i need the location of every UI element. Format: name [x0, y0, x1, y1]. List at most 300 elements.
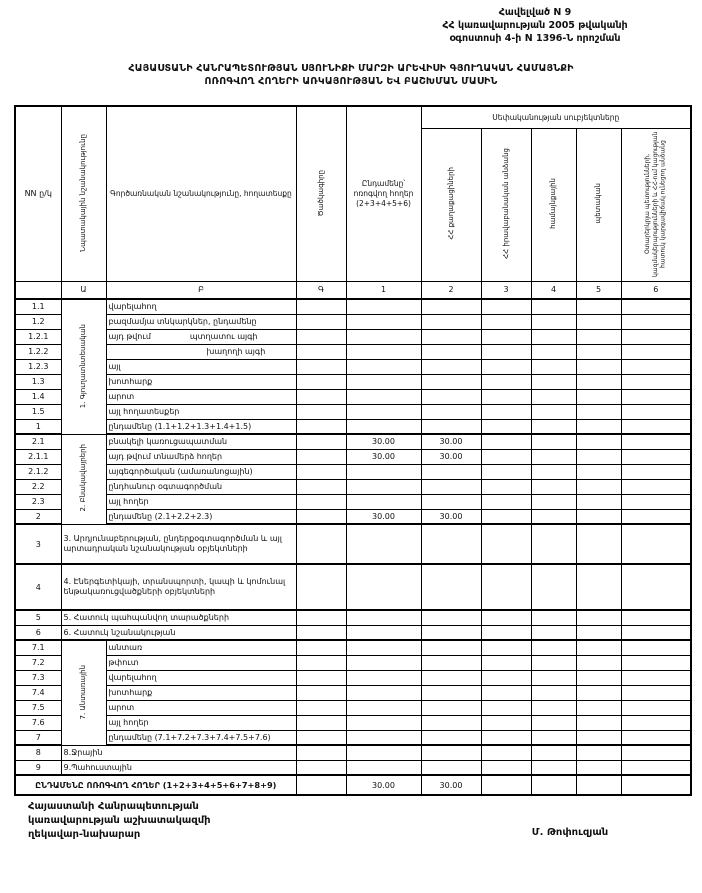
value-cell: [346, 745, 421, 760]
row-label: 9.Պահուստային: [61, 760, 296, 775]
header-purpose: [61, 106, 106, 281]
code-cell: [296, 449, 346, 464]
code-cell: [296, 479, 346, 494]
row-number: 2.3: [15, 494, 61, 509]
value-cell: [421, 625, 481, 640]
value-cell: [576, 685, 621, 700]
value-cell: [421, 715, 481, 730]
value-cell: [481, 760, 531, 775]
value-cell: [576, 700, 621, 715]
value-cell: [576, 404, 621, 419]
table-row: [15, 389, 691, 404]
row-label: բնակելի կառուցապատման: [106, 434, 296, 449]
row-number: 7.2: [15, 655, 61, 670]
letter-cell: 5: [576, 281, 621, 299]
value-cell: [621, 494, 691, 509]
table-row: [15, 625, 691, 640]
header-ownership-group: Սեփականության սուբյեկտները: [421, 106, 691, 128]
letter-cell: 6: [621, 281, 691, 299]
row-label: վարելահող: [106, 670, 296, 685]
code-cell: [296, 670, 346, 685]
row-label: 5. Հատուկ պահպանվող տարածքների: [61, 610, 296, 625]
irrigated-lands-table: [14, 105, 692, 796]
code-cell: [296, 700, 346, 715]
table-row: [15, 494, 691, 509]
value-cell: [346, 404, 421, 419]
header-nn: NN ը/կ: [15, 106, 61, 281]
value-cell: [621, 404, 691, 419]
value-cell: [531, 344, 576, 359]
value-cell: [621, 625, 691, 640]
value-cell: [621, 374, 691, 389]
appendix-block: [370, 6, 700, 45]
value-cell: [531, 670, 576, 685]
value-cell: [346, 299, 421, 314]
group-forest-text: 7. Անտառային: [79, 664, 88, 719]
row-label: 6. Հատուկ նշանակության: [61, 625, 296, 640]
value-cell: [576, 640, 621, 655]
row-label: արոտ: [106, 700, 296, 715]
header-own-foreign: [621, 128, 691, 281]
row-number: 1.2.3: [15, 359, 61, 374]
value-cell: [531, 419, 576, 434]
value-cell: [621, 700, 691, 715]
code-cell: [296, 374, 346, 389]
value-cell: [531, 374, 576, 389]
header-row-1: [15, 106, 691, 128]
row-label: այգեգործական (ամառանոցային): [106, 464, 296, 479]
value-cell: [421, 344, 481, 359]
value-cell: [576, 509, 621, 524]
grand-total-row: [15, 775, 691, 795]
value-cell: [346, 479, 421, 494]
row-number: 3: [15, 524, 61, 564]
code-cell: [296, 760, 346, 775]
value-cell: [621, 359, 691, 374]
value-cell: [621, 344, 691, 359]
value-cell: [346, 359, 421, 374]
letter-cell: Ա: [61, 281, 106, 299]
value-cell: [346, 760, 421, 775]
table-row: [15, 760, 691, 775]
value-cell: [621, 464, 691, 479]
value-cell: [481, 685, 531, 700]
value-cell: [346, 730, 421, 745]
row-number: 1.2.1: [15, 329, 61, 344]
code-cell: [296, 625, 346, 640]
value-cell: [421, 730, 481, 745]
value-cell: [481, 344, 531, 359]
code-cell: [296, 655, 346, 670]
row-label: խոտհարք: [106, 374, 296, 389]
table-row: [15, 359, 691, 374]
group-agricultural: [61, 299, 106, 434]
header-own-legal-text: ՀՀ իրավաբանական անձանց: [501, 148, 510, 259]
header-own-citizens-text: ՀՀ քաղաքացիների: [446, 167, 455, 240]
appendix-line: Հավելված N 9: [498, 7, 572, 18]
value-cell: [421, 359, 481, 374]
table-row-subtotal-7: [15, 730, 691, 745]
value-cell: [531, 655, 576, 670]
value-cell: [531, 610, 576, 625]
header-purpose-text: Նպատակային նշանակությունը: [79, 133, 88, 252]
value-cell: [621, 299, 691, 314]
value-cell: [421, 655, 481, 670]
value-cell: [481, 404, 531, 419]
value-cell: 30.00: [421, 449, 481, 464]
table-row: [15, 449, 691, 464]
header-code: [296, 106, 346, 281]
code-cell: [296, 419, 346, 434]
value-cell: [421, 640, 481, 655]
table-row: [15, 404, 691, 419]
code-cell: [296, 389, 346, 404]
column-letter-row: [15, 281, 691, 299]
table-row: [15, 655, 691, 670]
value-cell: [531, 745, 576, 760]
row-number: 2.1: [15, 434, 61, 449]
value-cell: [346, 564, 421, 610]
value-cell: [481, 479, 531, 494]
value-cell: [421, 389, 481, 404]
row-label: ընդամենը (7.1+7.2+7.3+7.4+7.5+7.6): [106, 730, 296, 745]
value-cell: [576, 564, 621, 610]
value-cell: [481, 449, 531, 464]
value-cell: [531, 524, 576, 564]
table-row: [15, 374, 691, 389]
code-cell: [296, 299, 346, 314]
row-number: 4: [15, 564, 61, 610]
row-number: 1.5: [15, 404, 61, 419]
table-row: [15, 434, 691, 449]
group-agricultural-text: 1. Գյուղատնտեսական: [79, 323, 88, 408]
value-cell: [421, 419, 481, 434]
group-residential-text: 2. Բնակավայրերի: [79, 444, 88, 512]
footer-line: ղեկավար-նախարար: [28, 829, 141, 840]
value-cell: [421, 760, 481, 775]
table-row: [15, 344, 691, 359]
value-cell: [576, 359, 621, 374]
value-cell: [346, 314, 421, 329]
value-cell: 30.00: [421, 775, 481, 795]
table-row: [15, 670, 691, 685]
row-number: 7.1: [15, 640, 61, 655]
header-own-legal: [481, 128, 531, 281]
value-cell: [621, 655, 691, 670]
row-number: 7: [15, 730, 61, 745]
value-cell: [576, 344, 621, 359]
row-label: բազմամյա տնկարկներ, ընդամենը: [106, 314, 296, 329]
value-cell: [346, 464, 421, 479]
header-own-community: [531, 128, 576, 281]
row-number: 1.4: [15, 389, 61, 404]
value-cell: [421, 479, 481, 494]
value-cell: 30.00: [346, 449, 421, 464]
value-cell: [621, 730, 691, 745]
value-cell: [531, 404, 576, 419]
row-number: 1.2: [15, 314, 61, 329]
value-cell: [481, 419, 531, 434]
value-cell: [576, 314, 621, 329]
row-label: թփուտ: [106, 655, 296, 670]
value-cell: [346, 610, 421, 625]
header-total: Ընդամենը՝ ոռոգվող հողեր (2+3+4+5+6): [346, 106, 421, 281]
row-label: խաղողի այգի: [106, 344, 296, 359]
value-cell: [576, 524, 621, 564]
value-cell: [576, 374, 621, 389]
letter-cell: 1: [346, 281, 421, 299]
value-cell: 30.00: [421, 509, 481, 524]
row-label: այդ թվում տնամերձ հողեր: [106, 449, 296, 464]
value-cell: [531, 299, 576, 314]
code-cell: [296, 494, 346, 509]
title-line-2: ՈՌՈԳՎՈՂ ՀՈՂԵՐԻ ԱՌԿԱՅՈՒԹՅԱՆ ԵՎ ԲԱՇԽՄԱՆ ՄԱՍԻՆ: [204, 76, 498, 87]
code-cell: [296, 524, 346, 564]
value-cell: [621, 760, 691, 775]
value-cell: [421, 745, 481, 760]
row-number: 5: [15, 610, 61, 625]
value-cell: [576, 329, 621, 344]
row-number: 1.3: [15, 374, 61, 389]
value-cell: [621, 610, 691, 625]
row-label: վարելահող: [106, 299, 296, 314]
value-cell: [346, 494, 421, 509]
group-residential: [61, 434, 106, 524]
value-cell: [421, 685, 481, 700]
row-label: այլ: [106, 359, 296, 374]
value-cell: [481, 359, 531, 374]
value-cell: [421, 610, 481, 625]
value-cell: [621, 509, 691, 524]
value-cell: [621, 449, 691, 464]
value-cell: [346, 524, 421, 564]
letter-cell: 2: [421, 281, 481, 299]
value-cell: [576, 655, 621, 670]
value-cell: [346, 640, 421, 655]
row-number: 7.3: [15, 670, 61, 685]
value-cell: [421, 564, 481, 610]
row-label: ընդամենը (2.1+2.2+2.3): [106, 509, 296, 524]
value-cell: [531, 389, 576, 404]
value-cell: [531, 509, 576, 524]
value-cell: [576, 625, 621, 640]
value-cell: [481, 524, 531, 564]
value-cell: [621, 745, 691, 760]
row-number: 7.5: [15, 700, 61, 715]
value-cell: [481, 299, 531, 314]
row-label: արոտ: [106, 389, 296, 404]
code-cell: [296, 314, 346, 329]
header-own-community-text: համայնքային: [549, 178, 558, 229]
table-row: [15, 479, 691, 494]
value-cell: [346, 685, 421, 700]
value-cell: [481, 494, 531, 509]
row-label: 8.Ջրային: [61, 745, 296, 760]
value-cell: [621, 564, 691, 610]
row-label: այլ հողեր: [106, 715, 296, 730]
value-cell: [621, 434, 691, 449]
value-cell: [346, 715, 421, 730]
value-cell: [481, 640, 531, 655]
value-cell: [576, 449, 621, 464]
value-cell: [576, 479, 621, 494]
value-cell: [531, 494, 576, 509]
code-cell: [296, 329, 346, 344]
value-cell: [421, 494, 481, 509]
row-label-part1: այդ թվում: [108, 332, 151, 341]
value-cell: [421, 670, 481, 685]
value-cell: [576, 434, 621, 449]
header-own-foreign-text: Օտարերկրյա պետությունների, կազմակերպությունների և ՀՀ-ում կացության հատուկ կարգավիճակ ունեցող անձանց: [644, 130, 667, 277]
appendix-line: ՀՀ կառավարության 2005 թվականի: [442, 20, 628, 31]
table-row-subtotal-2: [15, 509, 691, 524]
value-cell: [576, 775, 621, 795]
code-cell: [296, 509, 346, 524]
value-cell: [621, 314, 691, 329]
value-cell: [621, 670, 691, 685]
value-cell: [576, 419, 621, 434]
footer-line: կառավարության աշխատակազմի: [28, 815, 211, 826]
table-row: [15, 564, 691, 610]
value-cell: 30.00: [421, 434, 481, 449]
table-row-subtotal-1: [15, 419, 691, 434]
value-cell: [621, 389, 691, 404]
value-cell: [531, 449, 576, 464]
value-cell: [346, 655, 421, 670]
row-number: 2.1.1: [15, 449, 61, 464]
table-row: [15, 464, 691, 479]
value-cell: [531, 359, 576, 374]
value-cell: [621, 524, 691, 564]
value-cell: [481, 625, 531, 640]
row-number: 2.2: [15, 479, 61, 494]
row-number: 1: [15, 419, 61, 434]
group-forest: [61, 640, 106, 745]
value-cell: [621, 775, 691, 795]
value-cell: [531, 329, 576, 344]
value-cell: [576, 464, 621, 479]
table-row: [15, 715, 691, 730]
value-cell: [346, 389, 421, 404]
letter-cell: 3: [481, 281, 531, 299]
value-cell: [621, 715, 691, 730]
table-row: [15, 745, 691, 760]
table-row: [15, 700, 691, 715]
code-cell: [296, 610, 346, 625]
value-cell: [421, 700, 481, 715]
value-cell: [531, 479, 576, 494]
letter-cell: Գ: [296, 281, 346, 299]
value-cell: [481, 314, 531, 329]
code-cell: [296, 640, 346, 655]
code-cell: [296, 344, 346, 359]
footer-official-title: [28, 800, 211, 842]
table-row: [15, 610, 691, 625]
table-row: [15, 685, 691, 700]
value-cell: [481, 434, 531, 449]
code-cell: [296, 685, 346, 700]
value-cell: [481, 700, 531, 715]
value-cell: [531, 730, 576, 745]
value-cell: [421, 329, 481, 344]
value-cell: [531, 434, 576, 449]
header-own-state-text: պետական: [594, 183, 603, 224]
row-label: այլ հողեր: [106, 494, 296, 509]
code-cell: [296, 730, 346, 745]
row-label: անտառ: [106, 640, 296, 655]
value-cell: [481, 389, 531, 404]
header-own-citizens: [421, 128, 481, 281]
value-cell: [576, 760, 621, 775]
value-cell: [421, 524, 481, 564]
value-cell: [481, 670, 531, 685]
row-label: 4. Էներգետիկայի, տրանսպորտի, կապի և կոմունալ ենթակառուցվածքների օբյեկտների: [61, 564, 296, 610]
value-cell: [481, 745, 531, 760]
row-label-part2: պտղատու այգի: [189, 332, 258, 341]
header-own-state: [576, 128, 621, 281]
value-cell: [481, 464, 531, 479]
value-cell: [531, 640, 576, 655]
value-cell: [576, 299, 621, 314]
row-label: ընդհանուր օգտագործման: [106, 479, 296, 494]
code-cell: [296, 745, 346, 760]
value-cell: [421, 404, 481, 419]
value-cell: [421, 464, 481, 479]
table-row: [15, 299, 691, 314]
row-number: 7.6: [15, 715, 61, 730]
value-cell: [346, 670, 421, 685]
value-cell: [531, 685, 576, 700]
value-cell: [576, 389, 621, 404]
code-cell: [296, 359, 346, 374]
value-cell: [576, 670, 621, 685]
appendix-line: օգոստոսի 4-ի N 1396-Ն որոշման: [449, 33, 621, 44]
header-functional: Գործառնական նշանակությունը, հողատեսքը: [106, 106, 296, 281]
letter-cell: Բ: [106, 281, 296, 299]
row-number: 1.1: [15, 299, 61, 314]
value-cell: [481, 610, 531, 625]
value-cell: [576, 730, 621, 745]
grand-total-label: ԸՆԴԱՄԵՆԸ ՈՌՈԳՎՈՂ ՀՈՂԵՐ (1+2+3+4+5+6+7+8+9): [15, 775, 296, 795]
value-cell: [531, 775, 576, 795]
value-cell: [531, 564, 576, 610]
value-cell: [576, 745, 621, 760]
table-row: [15, 314, 691, 329]
value-cell: [621, 685, 691, 700]
row-label: ընդամենը (1.1+1.2+1.3+1.4+1.5): [106, 419, 296, 434]
value-cell: 30.00: [346, 509, 421, 524]
value-cell: [481, 564, 531, 610]
code-cell: [296, 464, 346, 479]
document-title: [20, 62, 682, 88]
value-cell: [576, 610, 621, 625]
row-number: 2: [15, 509, 61, 524]
value-cell: [621, 640, 691, 655]
letter-cell: 4: [531, 281, 576, 299]
value-cell: [481, 374, 531, 389]
row-number: 1.2.2: [15, 344, 61, 359]
value-cell: [481, 730, 531, 745]
table-row: [15, 524, 691, 564]
value-cell: [481, 655, 531, 670]
code-cell: [296, 715, 346, 730]
value-cell: [531, 760, 576, 775]
title-line-1: ՀԱՅԱՍՏԱՆԻ ՀԱՆՐԱՊԵՏՈՒԹՅԱՆ ՍՅՈՒՆԻՔԻ ՄԱՐԶԻ ԱՐԵՎԻՍԻ ԳՅՈՒՂԱԿԱՆ ՀԱՄԱՅՆՔԻ: [128, 63, 574, 74]
table-row: [15, 329, 691, 344]
code-cell: [296, 434, 346, 449]
value-cell: [346, 419, 421, 434]
value-cell: [531, 625, 576, 640]
